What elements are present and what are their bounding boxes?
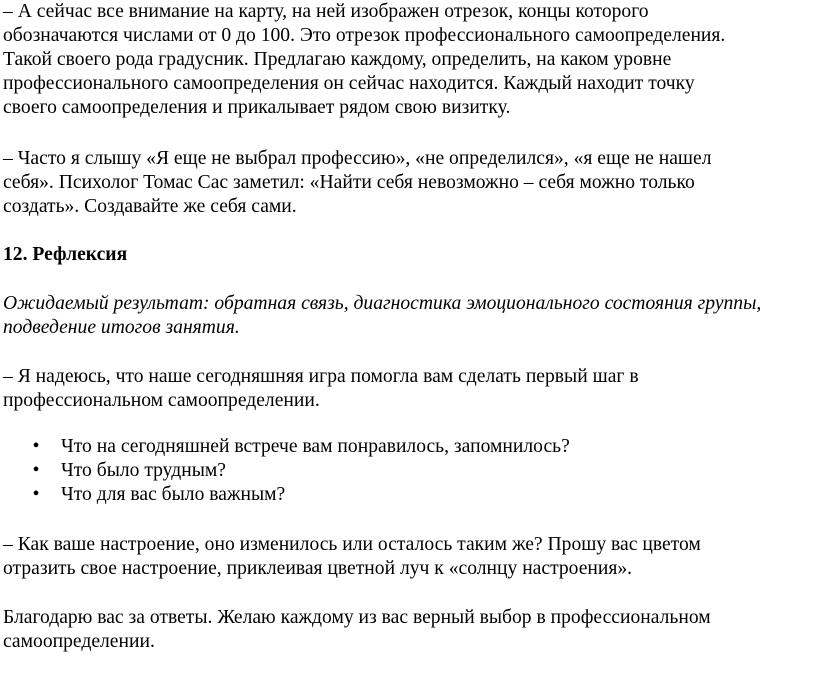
text-line: отразить свое настроение, приклеивая цветной луч к «солнцу настроения».	[3, 558, 633, 579]
text-line: – Я надеюсь, что наше сегодняшняя игра помогла вам сделать первый шаг в	[3, 366, 639, 387]
list-item-text: Что было трудным?	[61, 460, 226, 481]
text-line: – Как ваше настроение, оно изменилось или осталось таким же? Прошу вас цветом	[3, 534, 701, 555]
text-line: – Часто я слышу «Я еще не выбрал профессию», «не определился», «я еще не нашел	[3, 148, 712, 169]
text-line: профессионального самоопределения он сейчас находится. Каждый находит точку	[3, 73, 695, 94]
section-heading: 12. Рефлексия	[3, 244, 128, 265]
text-line: самоопределении.	[3, 631, 155, 652]
text-line: Благодарю вас за ответы. Желаю каждому из вас верный выбор в профессиональном	[3, 607, 711, 628]
list-item-text: Что для вас было важным?	[61, 484, 286, 505]
text-line: Такой своего рода градусник. Предлагаю каждому, определить, на каком уровне	[3, 49, 672, 70]
bullet-icon: •	[32, 484, 40, 505]
text-line: Ожидаемый результат: обратная связь, диагностика эмоционального состояния группы,	[3, 293, 762, 314]
text-line: создать». Создавайте же себя сами.	[3, 196, 297, 217]
bullet-icon: •	[32, 436, 40, 457]
text-line: подведение итогов занятия.	[3, 317, 240, 338]
text-line: – А сейчас все внимание на карту, на ней изображен отрезок, концы которого	[3, 1, 649, 22]
text-line: своего самоопределения и прикалывает рядом свою визитку.	[3, 97, 511, 118]
bullet-icon: •	[32, 460, 40, 481]
text-line: профессиональном самоопределении.	[3, 390, 320, 411]
text-line: себя». Психолог Томас Сас заметил: «Найти себя невозможно – себя можно только	[3, 172, 695, 193]
list-item-text: Что на сегодняшней встрече вам понравилось, запомнилось?	[61, 436, 570, 457]
text-line: обозначаются числами от 0 до 100. Это отрезок профессионального самоопределения.	[3, 25, 726, 46]
